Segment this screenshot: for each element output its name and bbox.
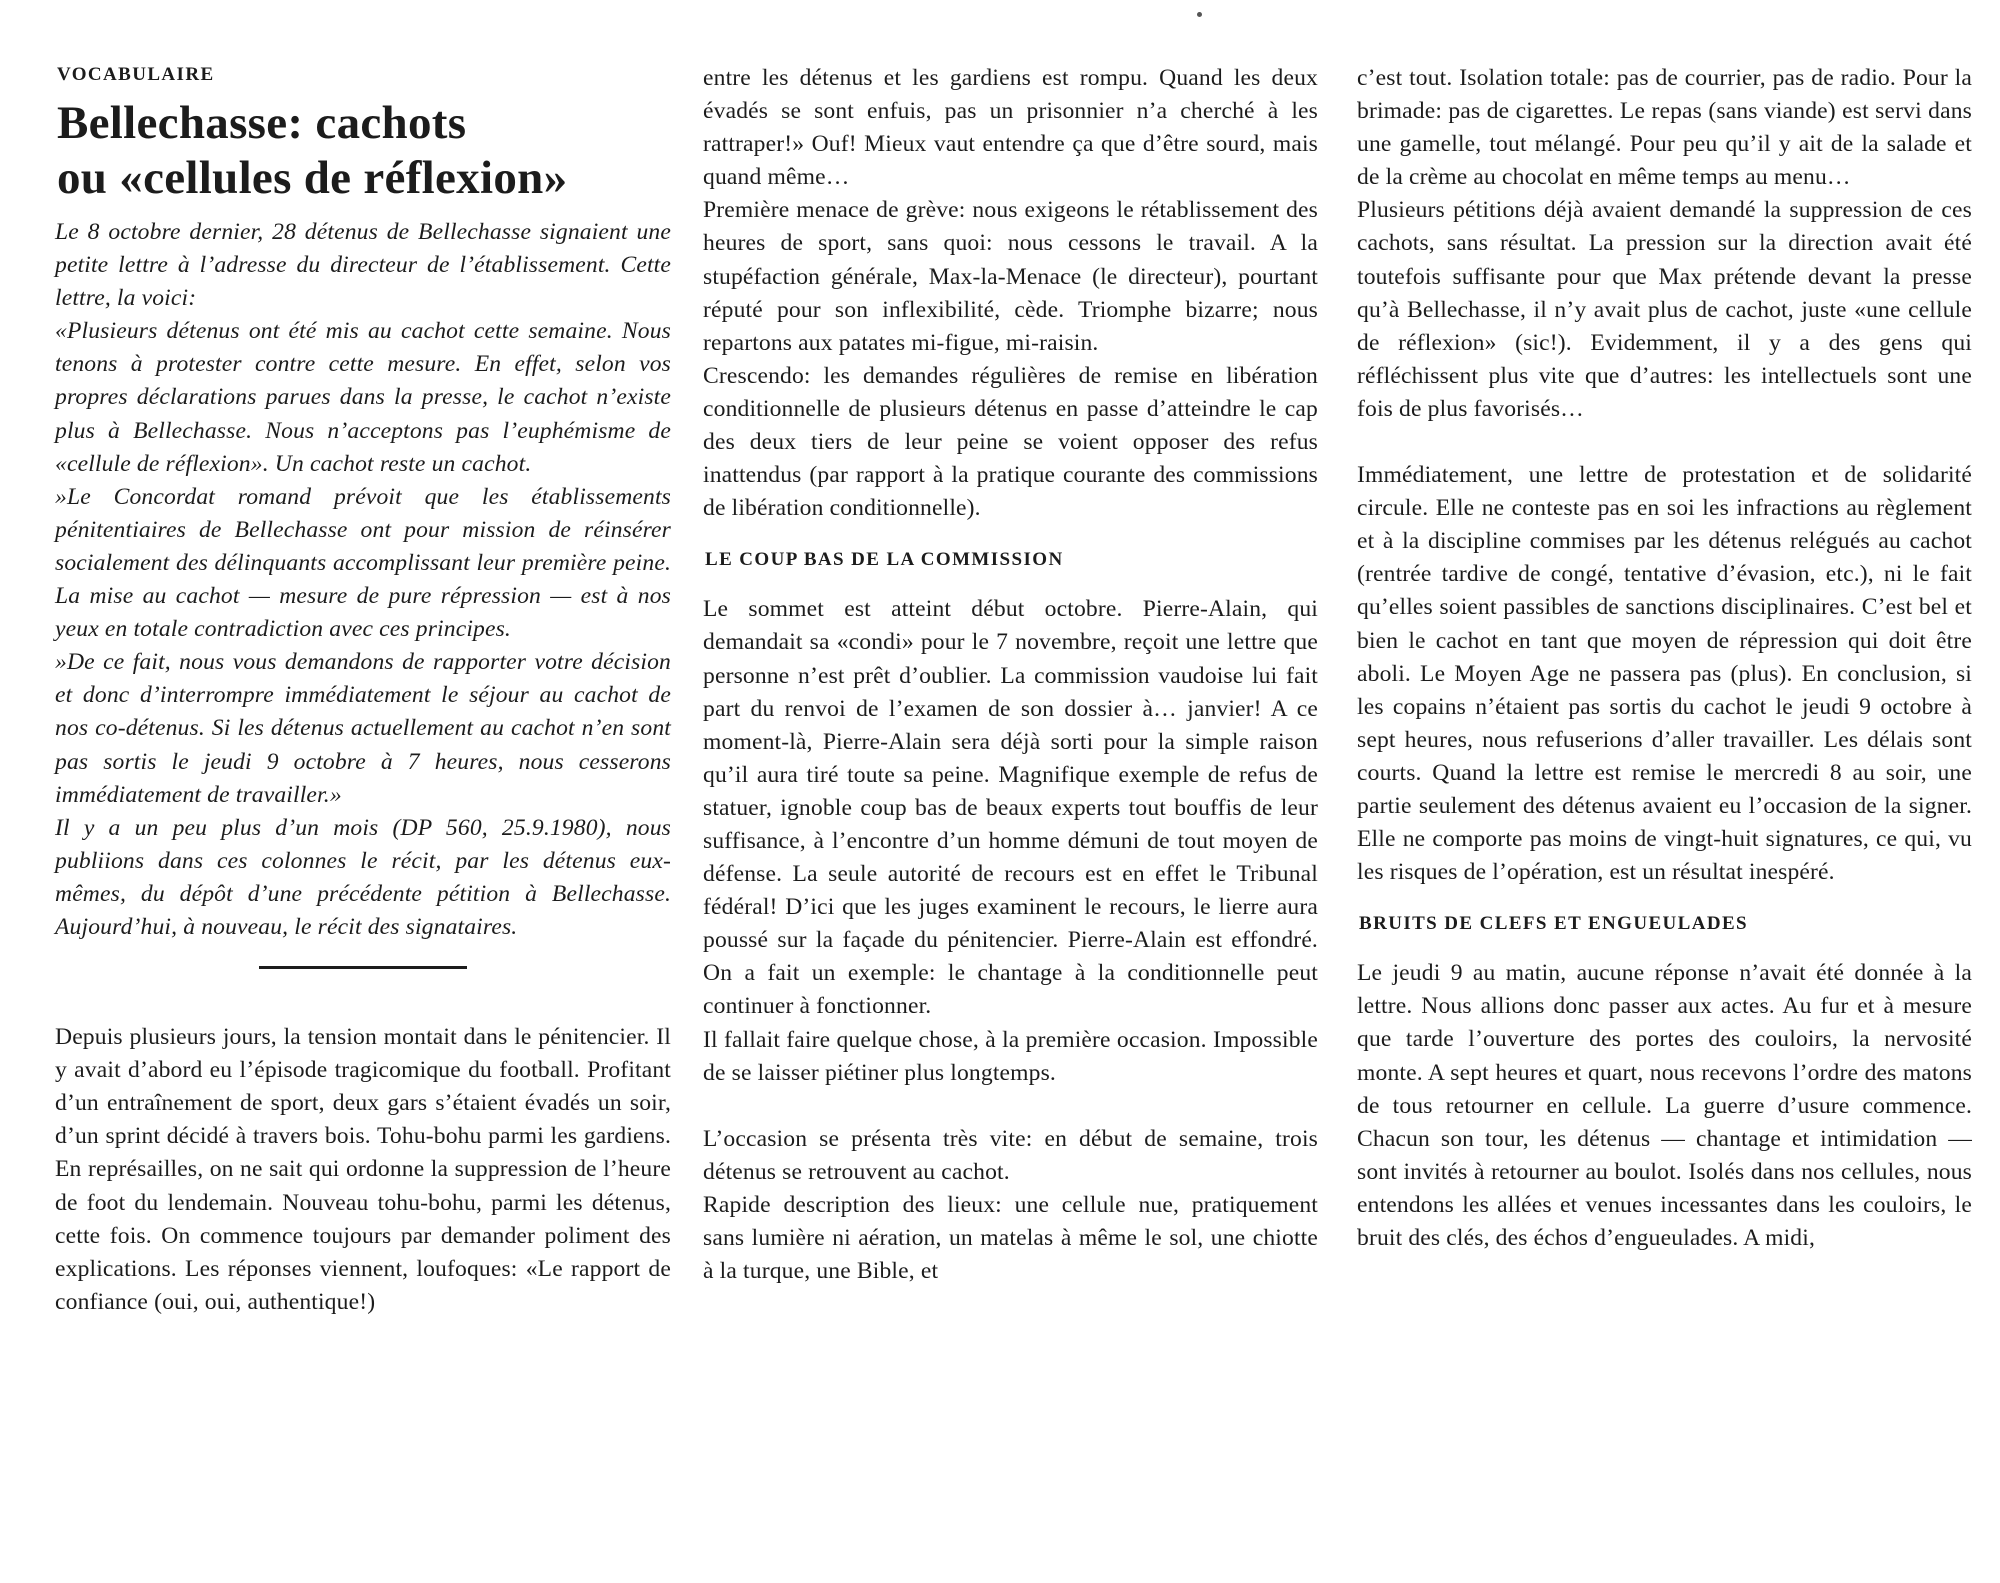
body-paragraph: Crescendo: les demandes régulières de remise en libération conditionnelle de plusieurs détenus en passe d’atteindre le cap des deux tiers de leur peine se voient opposer des refus inattendus (par rapport à la pratique courante des commissions de libération conditionnelle).: [703, 362, 1318, 522]
body-paragraph: Immédiatement, une lettre de protestation et de solidarité circule. Elle ne conteste pas en soi les infractions au règlement et à la discipline commises par les détenus relégués au cachot (rentrée tardive de congé, tentative d’évasion, etc.), ni le fait qu’elles soient passibles de sanctions disciplinaires. C’est bel et bien le cachot en tant que moyen de répression qui doit être aboli. Le Moyen Age ne passera pas (plus). En conclusion, si les copains n’étaient pas sortis du cachot le jeudi 9 octobre à sept heures, nous refuserions d’aller travailler. Les délais sont courts. Quand la lettre est remise le mercredi 8 au soir, une partie seulement des détenus avaient eu l’occasion de la signer. Elle ne comporte pas moins de vingt-huit signatures, ce qui, vu les risques de l’opération, est un résultat inespéré.: [1357, 462, 1972, 886]
article-title: [57, 96, 671, 206]
subheading-bruits: BRUITS DE CLEFS ET ENGUEULADES: [1359, 913, 1749, 935]
body-paragraph: Première menace de grève: nous exigeons le rétablissement des heures de sport, sans quoi: nous cessons le travail. A la stupéfaction générale, Max-la-Menace (le directeur), pourtant réputé pour son inflexibilité, cède. Triomphe bizarre; nous repartons aux patates mi-figue, mi-raisin.: [703, 197, 1318, 356]
lead-paragraphs: [55, 216, 671, 944]
title-line-1: Bellechasse: cachots: [57, 97, 467, 149]
lead-paragraph: »De ce fait, nous vous demandons de rapporter votre décision et donc d’interrompre immédiatement le séjour au cachot de nos co-détenus. Si les détenus actuellement au cachot n’en sont pas sortis le jeudi 9 octobre à 7 heures, nous cesserons immédiatement de travailler.»: [55, 649, 671, 808]
subheading-commission: LE COUP BAS DE LA COMMISSION: [705, 549, 1064, 571]
body-paragraph: L’occasion se présenta très vite: en début de semaine, trois détenus se retrouvent au cachot.: [703, 1125, 1318, 1185]
column-1: [55, 62, 671, 1319]
body-paragraph: c’est tout. Isolation totale: pas de courrier, pas de radio. Pour la brimade: pas de cigarettes. Le repas (sans viande) est servi dans une gamelle, tout mélangé. Pour peu qu’il y ait de la salade et de la crème au chocolat en même temps au menu…: [1357, 65, 1972, 191]
title-line-2: ou «cellules de réflexion»: [57, 152, 568, 204]
body-paragraph: Rapide description des lieux: une cellule nue, pratiquement sans lumière ni aération, un matelas à même le sol, une chiotte à la turque, une Bible, et: [703, 1191, 1318, 1285]
body-paragraph: Plusieurs pétitions déjà avaient demandé la suppression de ces cachots, sans résultat. La pression sur la direction avait été toutefois suffisante pour que Max prétende devant la presse qu’à Bellechasse, il n’y avait plus de cachot, juste «une cellule de réflexion» (sic!). Evidemment, il y a des gens qui réfléchissent plus vite que d’autres: les intellectuels sont une fois de plus favorisés…: [1357, 197, 1972, 422]
lead-paragraph: Il y a un peu plus d’un mois (DP 560, 25.9.1980), nous publiions dans ces colonnes le récit, par les détenus eux-mêmes, du dépôt d’une précédente pétition à Bellechasse. Aujourd’hui, à nouveau, le récit des signataires.: [55, 814, 671, 940]
lead-paragraph: »Le Concordat romand prévoit que les établissements pénitentiaires de Bellechasse ont pour mission de réinsérer socialement des délinquants accomplissant leur première peine. La mise au cachot — mesure de pure répression — est à nos yeux en totale contradiction avec ces principes.: [55, 483, 671, 643]
lead-paragraph: Le 8 octobre dernier, 28 détenus de Bellechasse signaient une petite lettre à l’adresse du directeur de l’établissement. Cette lettre, la voici:: [55, 219, 671, 312]
print-speck: [1197, 12, 1202, 17]
body-paragraph: Il fallait faire quelque chose, à la première occasion. Impossible de se laisser piétiner plus longtemps.: [703, 1026, 1318, 1086]
column-2: [703, 62, 1318, 1288]
rubric-label: VOCABULAIRE: [57, 64, 215, 85]
lead-paragraph: «Plusieurs détenus ont été mis au cachot cette semaine. Nous tenons à protester contre cette mesure. En effet, selon vos propres déclarations parues dans la presse, le cachot n’existe plus à Bellechasse. Nous n’acceptons pas l’euphémisme de «cellule de réflexion». Un cachot reste un cachot.: [55, 318, 671, 477]
body-paragraph: Depuis plusieurs jours, la tension montait dans le pénitencier. Il y avait d’abord eu l’épisode tragicomique du football. Profitant d’un entraînement de sport, deux gars s’étaient évadés un soir, d’un sprint décidé à travers bois. Tohu-bohu parmi les gardiens. En représailles, on ne sait qui ordonne la suppression de l’heure de foot du lendemain. Nouveau tohu-bohu, parmi les détenus, cette fois. On commence toujours par demander poliment des explications. Les réponses viennent, loufoques: «Le rapport de confiance (oui, oui, authentique!): [55, 1024, 671, 1315]
body-paragraph: Le sommet est atteint début octobre. Pierre-Alain, qui demandait sa «condi» pour le 7 novembre, reçoit une lettre que personne n’est prêt d’oublier. La commission vaudoise lui fait part du renvoi de l’examen de son dossier à… janvier! A ce moment-là, Pierre-Alain sera déjà sorti pour la simple raison qu’il aura tiré toute sa peine. Magnifique exemple de refus de statuer, ignoble coup bas de beaux experts tout bouffis de leur suffisance, à l’encontre d’un homme démuni de tout moyen de défense. La seule autorité de recours est en effet le Tribunal fédéral! D’ici que les juges examinent le recours, le lierre aura poussé sur la façade du pénitencier. Pierre-Alain est effondré. On a fait un exemple: le chantage à la conditionnelle peut continuer à fonctionner.: [703, 596, 1318, 1020]
body-paragraph: entre les détenus et les gardiens est rompu. Quand les deux évadés se sont enfuis, pas un prisonnier n’a cherché à les rattraper!» Ouf! Mieux vaut entendre ça que d’être sourd, mais quand même…: [703, 65, 1318, 191]
body-paragraph: Le jeudi 9 au matin, aucune réponse n’avait été donnée à la lettre. Nous allions donc passer aux actes. Au fur et à mesure que tarde l’ouverture des portes des couloirs, la nervosité monte. A sept heures et quart, nous recevons l’ordre des matons de tous retourner en cellule. La guerre d’usure commence. Chacun son tour, les détenus — chantage et intimidation — sont invités à retourner au boulot. Isolés dans nos cellules, nous entendons les allées et venues incessantes dans les couloirs, le bruit des clés, des échos d’engueulades. A midi,: [1357, 960, 1972, 1251]
column-3: [1357, 62, 1972, 1255]
